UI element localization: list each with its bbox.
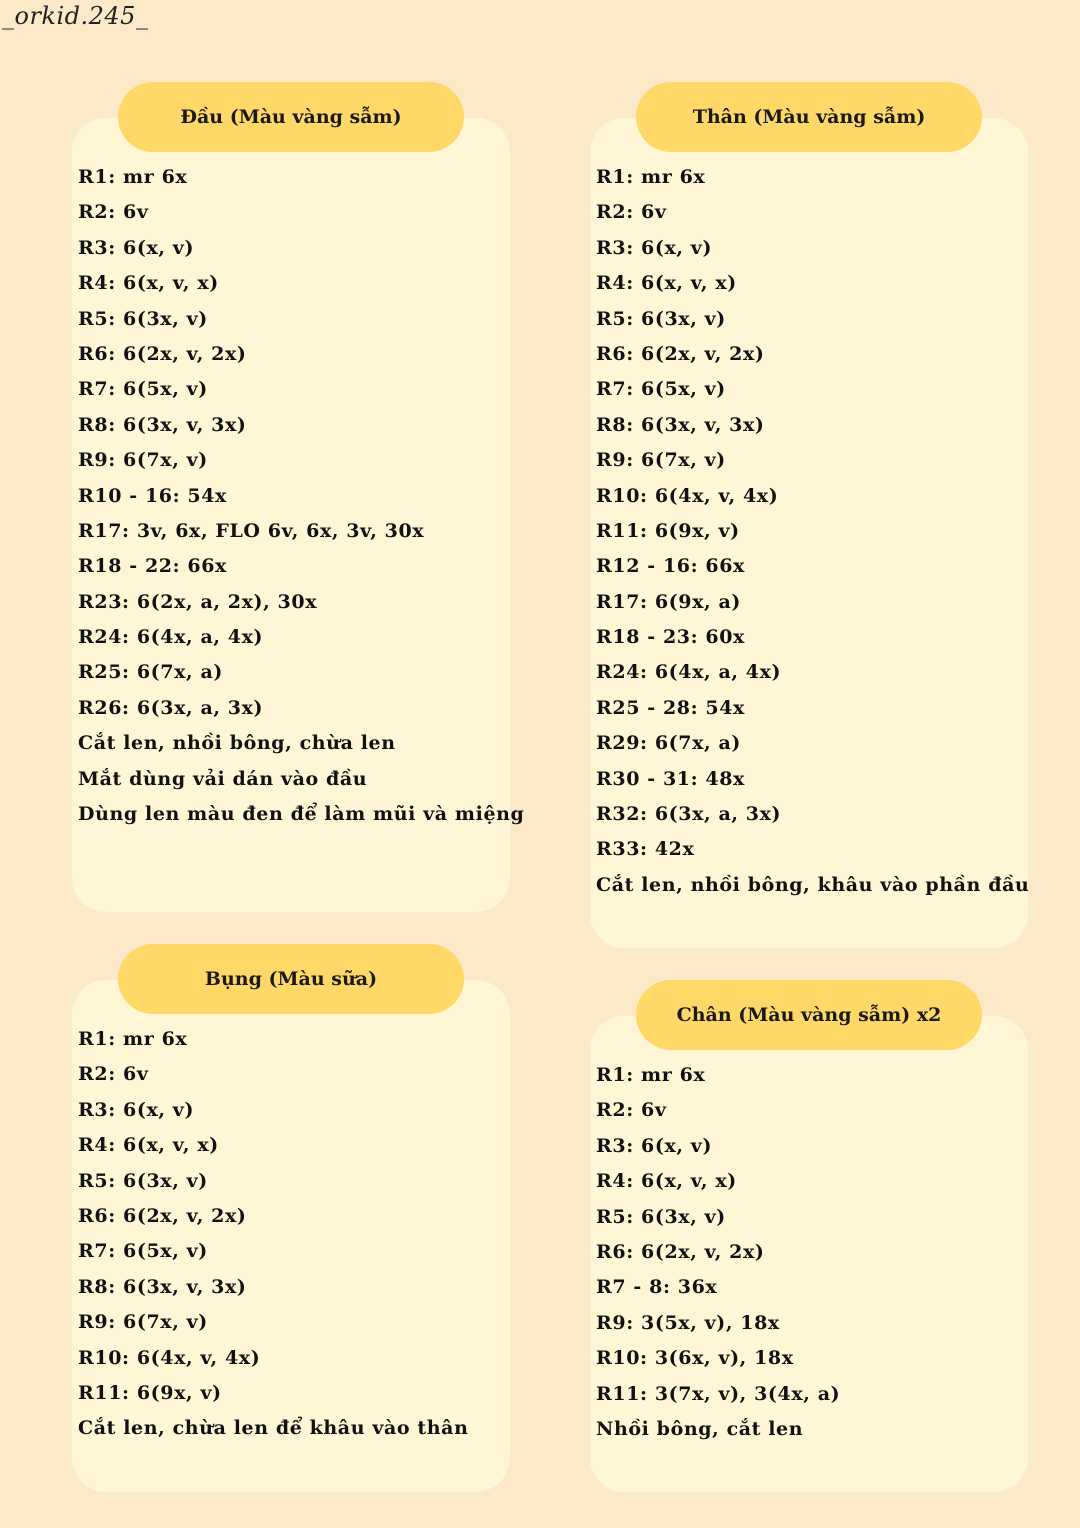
pattern-row: R1: mr 6x: [596, 166, 706, 188]
pattern-row: R6: 6(2x, v, 2x): [78, 342, 247, 365]
pattern-row: R6: 6(2x, v, 2x): [596, 1240, 765, 1263]
pattern-row: R9: 6(7x, v): [78, 1311, 208, 1334]
pattern-row: R3: 6(x, v): [78, 1098, 195, 1121]
pattern-row: R3: 6(x, v): [78, 236, 195, 259]
pattern-list-legs: [596, 1058, 1024, 1447]
pattern-row: R6: 6(2x, v, 2x): [78, 1204, 247, 1227]
pattern-row: R4: 6(x, v, x): [596, 272, 737, 295]
card-head: [72, 106, 525, 912]
pattern-row: Nhồi bông, cắt len: [596, 1417, 804, 1440]
pattern-row: R5: 6(3x, v): [596, 307, 726, 330]
pattern-row: R8: 6(3x, v, 3x): [78, 413, 247, 436]
pattern-row: R1: mr 6x: [78, 1028, 188, 1050]
pattern-row: R11: 6(9x, v): [78, 1381, 222, 1404]
pattern-row: R6: 6(2x, v, 2x): [596, 342, 765, 365]
card-title-belly: Bụng (Màu sữa): [118, 944, 464, 1014]
pattern-row: R29: 6(7x, a): [596, 732, 741, 755]
pattern-row: R4: 6(x, v, x): [78, 272, 219, 295]
pattern-row: R10: 3(6x, v), 18x: [596, 1347, 794, 1370]
pattern-row: R8: 6(3x, v, 3x): [596, 413, 765, 436]
pattern-row: R1: mr 6x: [78, 166, 188, 188]
pattern-row: R2: 6v: [596, 1099, 667, 1122]
pattern-row: R3: 6(x, v): [596, 236, 713, 259]
pattern-row: R18 - 23: 60x: [596, 626, 745, 649]
card-legs: [590, 1004, 1028, 1492]
pattern-row: R23: 6(2x, a, 2x), 30x: [78, 590, 318, 613]
pattern-row: R9: 6(7x, v): [596, 449, 726, 472]
pattern-list-belly: [78, 1022, 506, 1447]
pattern-row: R24: 6(4x, a, 4x): [78, 626, 264, 649]
card-title-head: Đầu (Màu vàng sẫm): [118, 82, 464, 152]
pattern-row: R11: 3(7x, v), 3(4x, a): [596, 1382, 841, 1405]
pattern-row: R10 - 16: 54x: [78, 484, 227, 507]
pattern-row: R7: 6(5x, v): [78, 1240, 208, 1263]
pattern-row: R2: 6v: [78, 1063, 149, 1086]
pattern-row: Cắt len, nhồi bông, chừa len: [78, 732, 396, 755]
pattern-row: R7: 6(5x, v): [596, 378, 726, 401]
pattern-row: R10: 6(4x, v, 4x): [596, 484, 779, 507]
pattern-row: R17: 6(9x, a): [596, 590, 741, 613]
pattern-row: R5: 6(3x, v): [596, 1205, 726, 1228]
pattern-list-head: [78, 160, 525, 832]
pattern-row: R4: 6(x, v, x): [78, 1134, 219, 1157]
signature-watermark: _orkid.245_: [2, 2, 149, 30]
card-title-legs: Chân (Màu vàng sẫm) x2: [636, 980, 982, 1050]
pattern-row: R9: 3(5x, v), 18x: [596, 1311, 780, 1334]
pattern-row: R9: 6(7x, v): [78, 449, 208, 472]
pattern-row: R32: 6(3x, a, 3x): [596, 803, 782, 826]
pattern-row: R5: 6(3x, v): [78, 307, 208, 330]
pattern-row: R30 - 31: 48x: [596, 767, 745, 790]
pattern-row: R3: 6(x, v): [596, 1134, 713, 1157]
pattern-row: R18 - 22: 66x: [78, 555, 227, 578]
pattern-row: R2: 6v: [78, 201, 149, 224]
card-title-body: Thân (Màu vàng sẫm): [636, 82, 982, 152]
pattern-row: R26: 6(3x, a, 3x): [78, 696, 264, 719]
pattern-row: R17: 3v, 6x, FLO 6v, 6x, 3v, 30x: [78, 519, 425, 542]
pattern-row: R1: mr 6x: [596, 1064, 706, 1086]
pattern-row: R7 - 8: 36x: [596, 1276, 718, 1299]
pattern-row: R2: 6v: [596, 201, 667, 224]
pattern-row: Mắt dùng vải dán vào đầu: [78, 767, 368, 790]
pattern-list-body: [596, 160, 1030, 903]
pattern-row: Cắt len, chừa len để khâu vào thân: [78, 1417, 469, 1440]
pattern-row: R7: 6(5x, v): [78, 378, 208, 401]
pattern-row: R12 - 16: 66x: [596, 555, 745, 578]
pattern-row: R33: 42x: [596, 838, 695, 861]
card-body: [590, 106, 1030, 948]
pattern-row: R24: 6(4x, a, 4x): [596, 661, 782, 684]
pattern-row: R11: 6(9x, v): [596, 519, 740, 542]
pattern-row: R5: 6(3x, v): [78, 1169, 208, 1192]
pattern-row: Dùng len màu đen để làm mũi và miệng: [78, 803, 525, 826]
pattern-row: R10: 6(4x, v, 4x): [78, 1346, 261, 1369]
card-belly: [72, 968, 510, 1492]
pattern-row: R25: 6(7x, a): [78, 661, 223, 684]
pattern-row: R4: 6(x, v, x): [596, 1170, 737, 1193]
pattern-row: Cắt len, nhồi bông, khâu vào phần đầu: [596, 873, 1030, 896]
pattern-row: R8: 6(3x, v, 3x): [78, 1275, 247, 1298]
pattern-row: R25 - 28: 54x: [596, 696, 745, 719]
